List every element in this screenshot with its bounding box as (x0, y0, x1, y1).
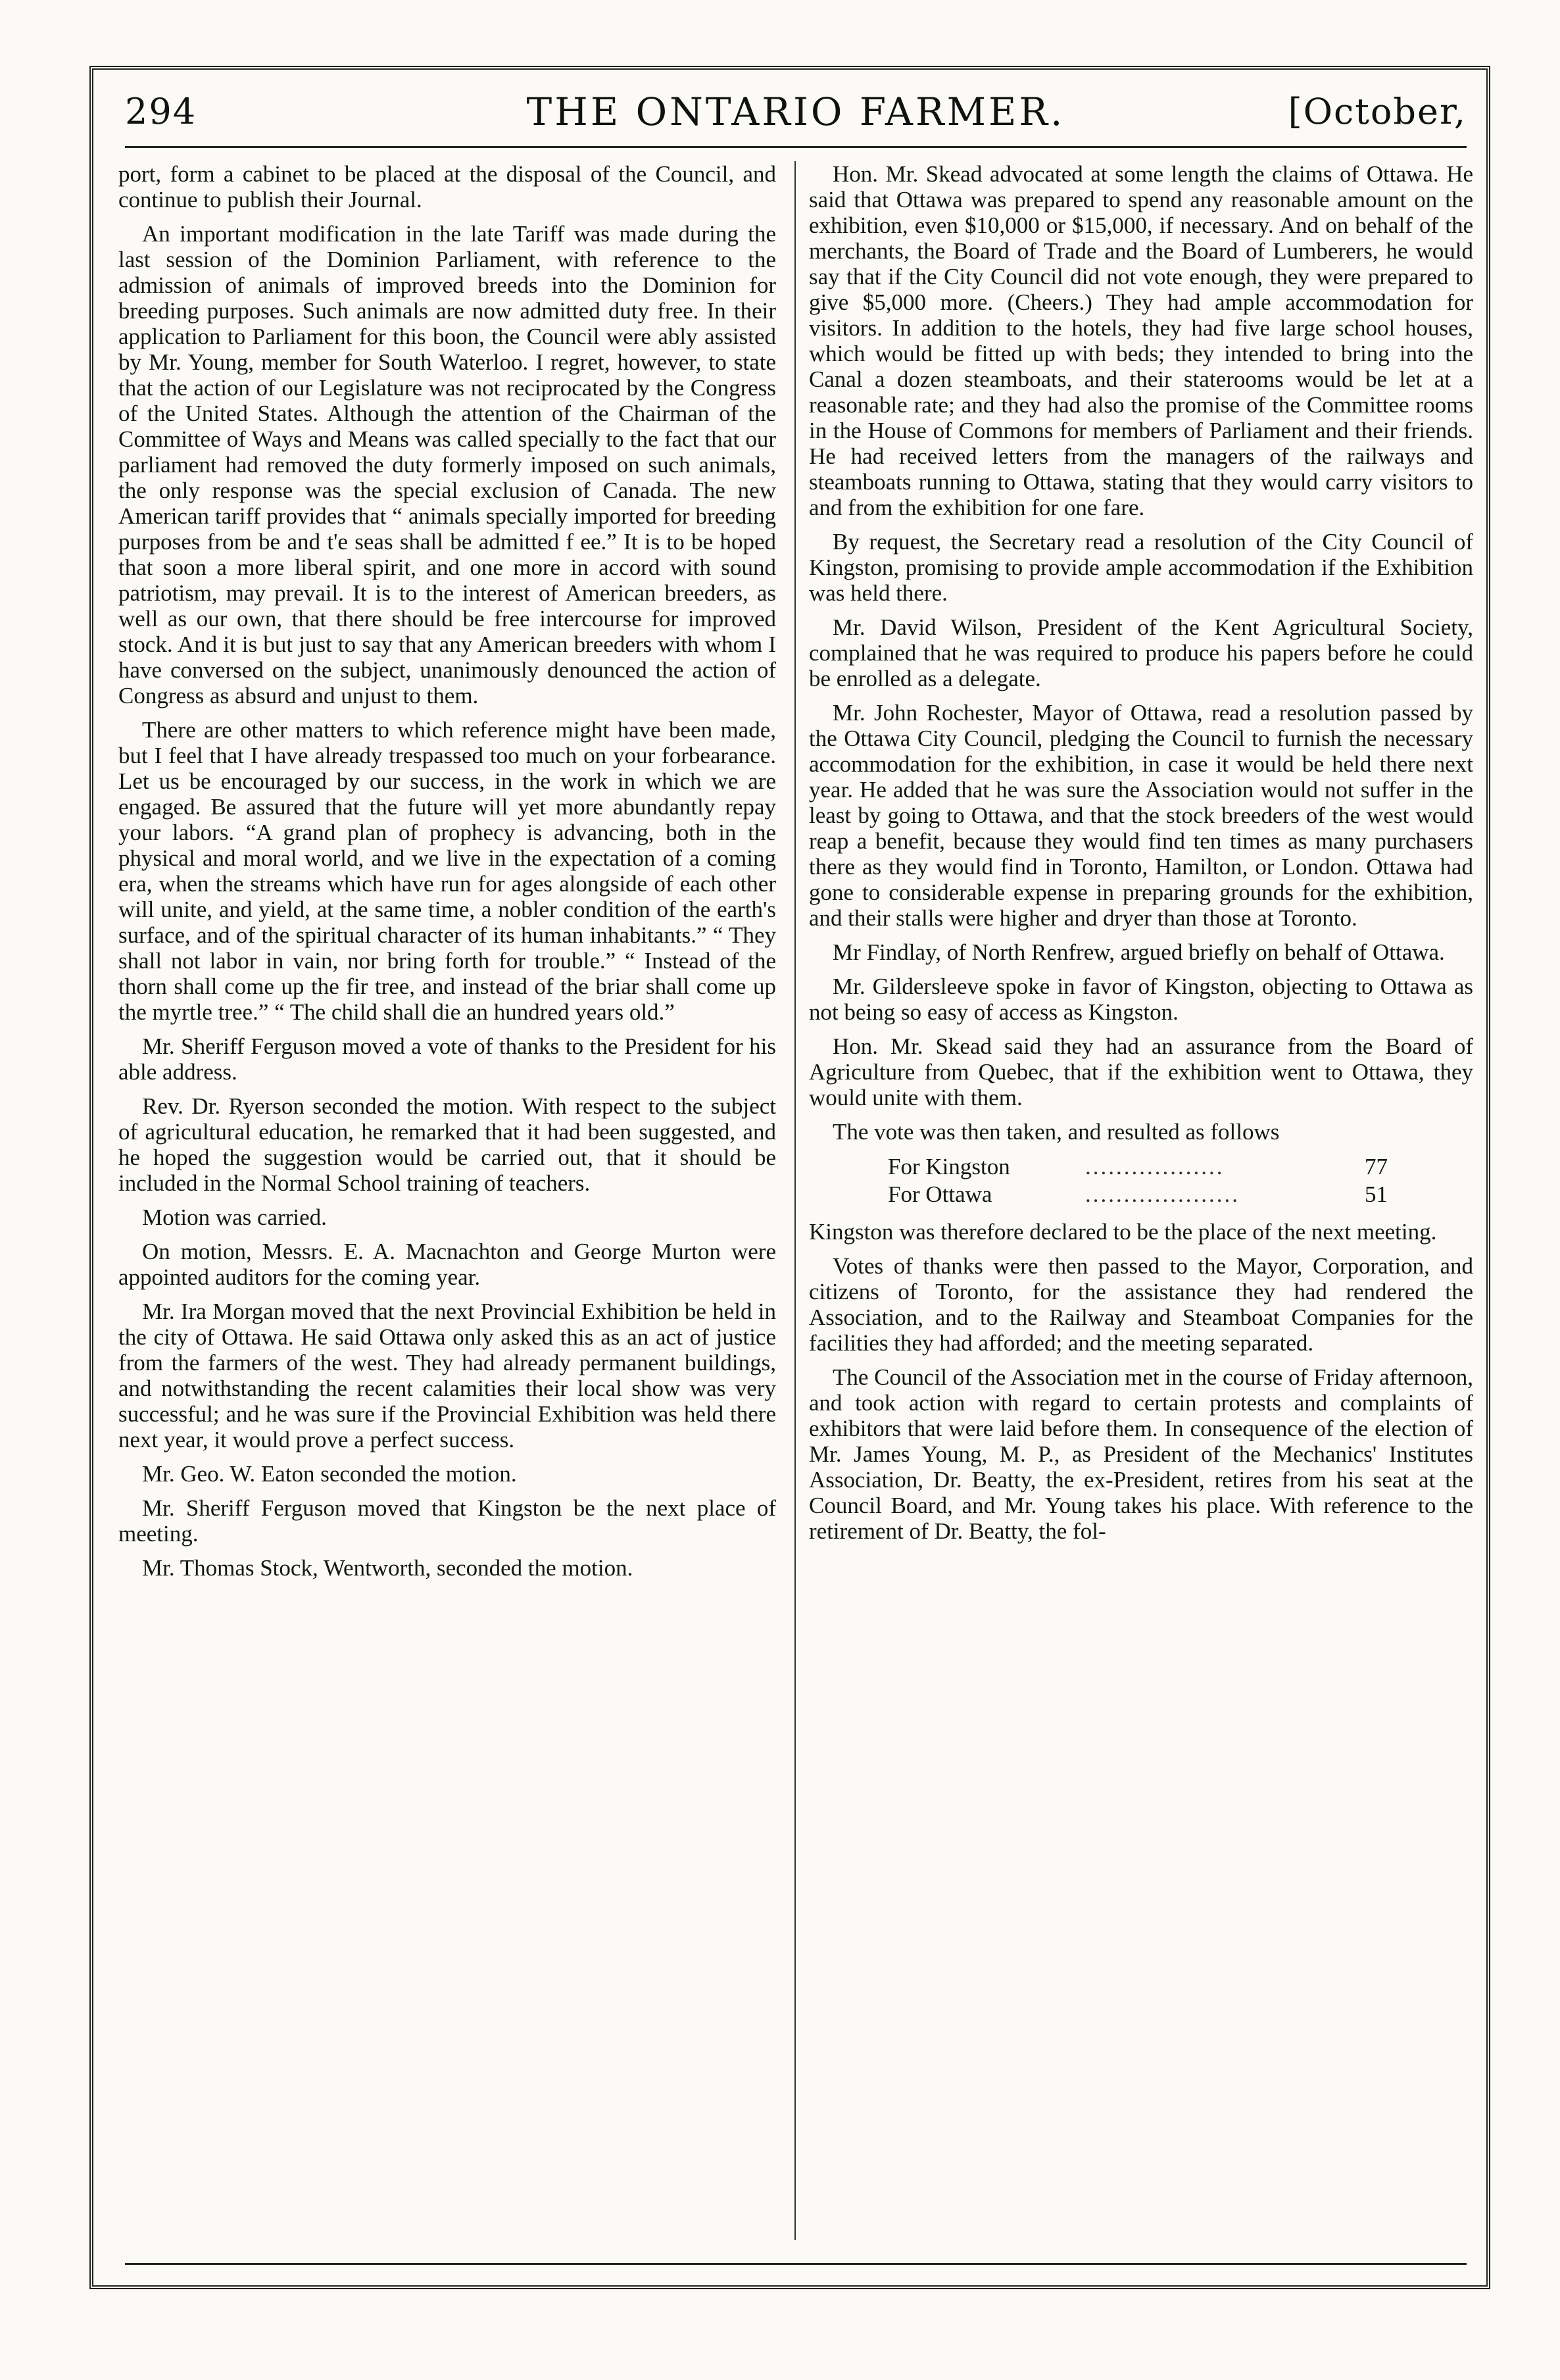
paragraph: Hon. Mr. Skead said they had an assurance from the Board of Agriculture from Quebec, that if the exhibition went to Ottawa, they would unite with them. (809, 1033, 1473, 1110)
vote-label: For Ottawa (888, 1181, 992, 1207)
paragraph: By request, the Secretary read a resolution of the City Council of Kingston, promising to provide ample accommodation if the Exhibition was held there. (809, 529, 1473, 606)
right-column-upper (809, 161, 1473, 1145)
paragraph: Mr. John Rochester, Mayor of Ottawa, read a resolution passed by the Ottawa City Council, pledging the Council to furnish the necessary accommodation for the exhibition, in case it would be held there next year. He added that he was sure the Association would not suffer in the least by going to Ottawa, and that the stock breeders of the west would reap a benefit, because they would find ten times as many purchasers there as they would find in Toronto, Hamilton, or London. Ottawa had gone to considerable expense in preparing grounds for the exhibition, and their stalls were higher and dryer than those at Toronto. (809, 700, 1473, 931)
paragraph: Mr. Thomas Stock, Wentworth, seconded the motion. (142, 1555, 633, 1581)
left-column (118, 161, 776, 2233)
paragraph: Mr. Ira Morgan moved that the next Provincial Exhibition be held in the city of Ottawa. He said Ottawa only asked this as an act of justice from the farmers of the west. They had already permanent buildings, and notwithstanding the recent calamities their local show was very successful; and he was sure if the Provincial Exhibition was held there next year, it would prove a perfect success. (118, 1299, 776, 1452)
right-column (809, 161, 1473, 2233)
paragraph: Hon. Mr. Skead advocated at some length the claims of Ottawa. He said that Ottawa was prepared to spend any reasonable amount on the exhibition, even $10,000 or $15,000, if necessary. And on behalf of the merchants, the Board of Trade and the Board of Lumberers, he would say that if the City Council did not vote enough, they were prepared to give $5,000 more. (Cheers.) They had ample accommodation for visitors. In addition to the hotels, they had five large school houses, which would be fitted up with beds; they intended to bring into the Canal a dozen steamboats, and their staterooms would be let at a reasonable rate; and they had also the promise of the Committee rooms in the House of Commons for members of Parliament and their friends. He had received letters from the managers of the railways and steamboats running to Ottawa, stating that they would carry visitors to and from the exhibition for one fare. (809, 161, 1473, 520)
paragraph: On motion, Messrs. E. A. Macnachton and George Murton were appointed auditors for the coming year. (118, 1239, 776, 1290)
vote-row (888, 1153, 1388, 1181)
paragraph: The vote was then taken, and resulted as follows (833, 1119, 1280, 1145)
publication-title: THE ONTARIO FARMER. (526, 89, 1065, 134)
paragraph: There are other matters to which reference might have been made, but I feel that I have already trespassed too much on your forbearance. Let us be encouraged by our success, in the work in which we are engaged. Be assured that the future will yet more abundantly repay your labors. “A grand plan of prophecy is advancing, both in the physical and moral world, and we live in the expectation of a coming era, when the streams which have run for ages alongside of each other will unite, and yield, at the same time, a nobler condition of the earth's surface, and of the spiritual character of its human inhabitants.” “ They shall not labor in vain, nor bring forth for trouble.” “ Instead of the thorn shall come up the fir tree, and instead of the briar shall come up the myrtle tree.” “ The child shall die an hundred years old.” (118, 717, 776, 1025)
paragraph: Mr. Sheriff Ferguson moved that Kingston be the next place of meeting. (118, 1495, 776, 1547)
paragraph: Rev. Dr. Ryerson seconded the motion. With respect to the subject of agricultural education, he remarked that it had been suggested, and he hoped the suggestion would be carried out, that it should be included in the Normal School training of teachers. (118, 1093, 776, 1196)
paragraph: Mr. David Wilson, President of the Kent Agricultural Society, complained that he was required to produce his papers before he could be enrolled as a delegate. (809, 614, 1473, 691)
footer-rule (125, 2263, 1467, 2265)
paragraph: Mr. Sheriff Ferguson moved a vote of thanks to the President for his able address. (118, 1033, 776, 1085)
paragraph: Mr. Gildersleeve spoke in favor of Kingston, objecting to Ottawa as not being so easy of access as Kingston. (809, 974, 1473, 1025)
vote-count: 77 (1365, 1154, 1388, 1179)
issue-month: [October, (1288, 91, 1467, 132)
paragraph: Mr Findlay, of North Renfrew, argued briefly on behalf of Ottawa. (833, 939, 1445, 965)
paragraph: Motion was carried. (142, 1204, 327, 1230)
paragraph: Mr. Geo. W. Eaton seconded the motion. (142, 1461, 517, 1487)
right-column-lower (809, 1219, 1473, 1544)
vote-leader-dots: .................... (1085, 1181, 1240, 1207)
vote-row (888, 1181, 1388, 1208)
vote-leader-dots: .................. (1085, 1154, 1225, 1179)
paragraph: An important modification in the late Tariff was made during the last session of the Dominion Parliament, with reference to the admission of animals of improved breeds into the Dominion for breeding purposes. Such animals are now admitted duty free. In their application to Parliament for this boon, the Council were ably assisted by Mr. Young, member for South Waterloo. I regret, however, to state that the action of our Legislature was not reciprocated by the Congress of the United States. Although the attention of the Chairman of the Committee of Ways and Means was called specially to the fact that our parliament had removed the duty formerly imposed on such animals, the only response was the special exclusion of Canada. The new American tariff provides that “ animals specially imported for breeding purposes from be and t'e seas shall be admitted f ee.” It is to be hoped that soon a more liberal spirit, and one more in accord with sound patriotism, may prevail. It is to the interest of American breeders, as well as our own, that there should be free intercourse for improved stock. And it is but just to say that any American breeders with whom I have conversed on the subject, unanimously denounced the action of Congress as absurd and unjust to them. (118, 221, 776, 708)
page-number: 294 (125, 91, 197, 132)
vote-label: For Kingston (888, 1154, 1010, 1179)
paragraph: The Council of the Association met in the course of Friday afternoon, and took action with regard to certain protests and complaints of exhibitors that were laid before them. In consequence of the election of Mr. James Young, M. P., as President of the Mechanics' Institutes Association, Dr. Beatty, the ex-President, retires from his seat at the Council Board, and Mr. Young takes his place. With reference to the retirement of Dr. Beatty, the fol- (809, 1364, 1473, 1544)
paragraph: Votes of thanks were then passed to the Mayor, Corporation, and citizens of Toronto, for the assistance they had rendered the Association, and to the Railway and Steamboat Companies for the facilities they had afforded; and the meeting separated. (809, 1253, 1473, 1356)
vote-count: 51 (1365, 1181, 1388, 1207)
paragraph: port, form a cabinet to be placed at the disposal of the Council, and continue to publish their Journal. (118, 161, 776, 212)
vote-results-table (888, 1153, 1388, 1208)
header-rule (125, 146, 1467, 148)
column-divider (794, 161, 796, 2240)
paragraph: Kingston was therefore declared to be the place of the next meeting. (809, 1219, 1437, 1245)
page-header (125, 84, 1467, 150)
